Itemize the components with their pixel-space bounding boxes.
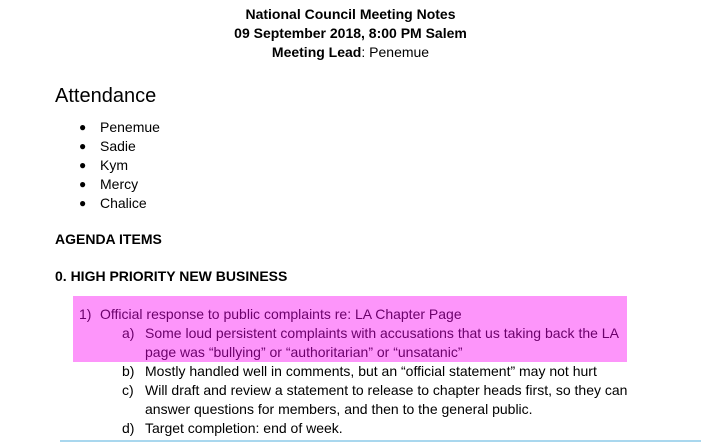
subitem-letter: c) bbox=[122, 382, 134, 398]
item-number: 1) bbox=[79, 306, 92, 322]
subitem-letter: b) bbox=[122, 363, 135, 379]
subitem-text: Will draft and review a statement to release to chapter heads first, so they can bbox=[145, 382, 628, 398]
attendee-name: Mercy bbox=[100, 176, 139, 192]
attendee-name: Kym bbox=[100, 157, 128, 173]
bullet-icon: ● bbox=[79, 158, 87, 172]
subitem-text: Target completion: end of week. bbox=[145, 420, 343, 436]
meeting-lead-line bbox=[0, 43, 701, 62]
item-text: Official response to public complaints re: LA Chapter Page bbox=[100, 306, 462, 322]
attendee-name: Sadie bbox=[100, 138, 136, 154]
subitem-text: Mostly handled well in comments, but an “official statement” may not hurt bbox=[145, 363, 597, 379]
subitem-letter: a) bbox=[122, 325, 135, 341]
meeting-lead-label: Meeting Lead bbox=[271, 44, 362, 60]
bullet-icon: ● bbox=[79, 120, 87, 134]
agenda-items-heading: AGENDA ITEMS bbox=[55, 231, 162, 247]
meeting-lead-separator: : bbox=[361, 44, 366, 60]
attendee-name: Penemue bbox=[100, 119, 160, 135]
high-priority-heading: 0. HIGH PRIORITY NEW BUSINESS bbox=[55, 268, 288, 284]
subitem-text: Some loud persistent complaints with accusations that us taking back the LA bbox=[145, 325, 619, 341]
bullet-icon: ● bbox=[79, 177, 87, 191]
subitem-letter: d) bbox=[122, 420, 135, 436]
attendee-name: Chalice bbox=[100, 195, 147, 211]
page-divider bbox=[60, 440, 701, 442]
bullet-icon: ● bbox=[79, 196, 87, 210]
meeting-title: National Council Meeting Notes bbox=[245, 6, 456, 22]
meeting-datetime: 09 September 2018, 8:00 PM Salem bbox=[234, 25, 467, 41]
subitem-text-continued: answer questions for members, and then to the general public. bbox=[145, 401, 533, 417]
meeting-header bbox=[0, 5, 701, 62]
bullet-icon: ● bbox=[79, 139, 87, 153]
attendance-heading: Attendance bbox=[55, 85, 157, 107]
subitem-text-continued: page was “bullying” or “authoritarian” or “unsatanic” bbox=[145, 344, 463, 360]
meeting-lead-name: Penemue bbox=[365, 44, 430, 60]
